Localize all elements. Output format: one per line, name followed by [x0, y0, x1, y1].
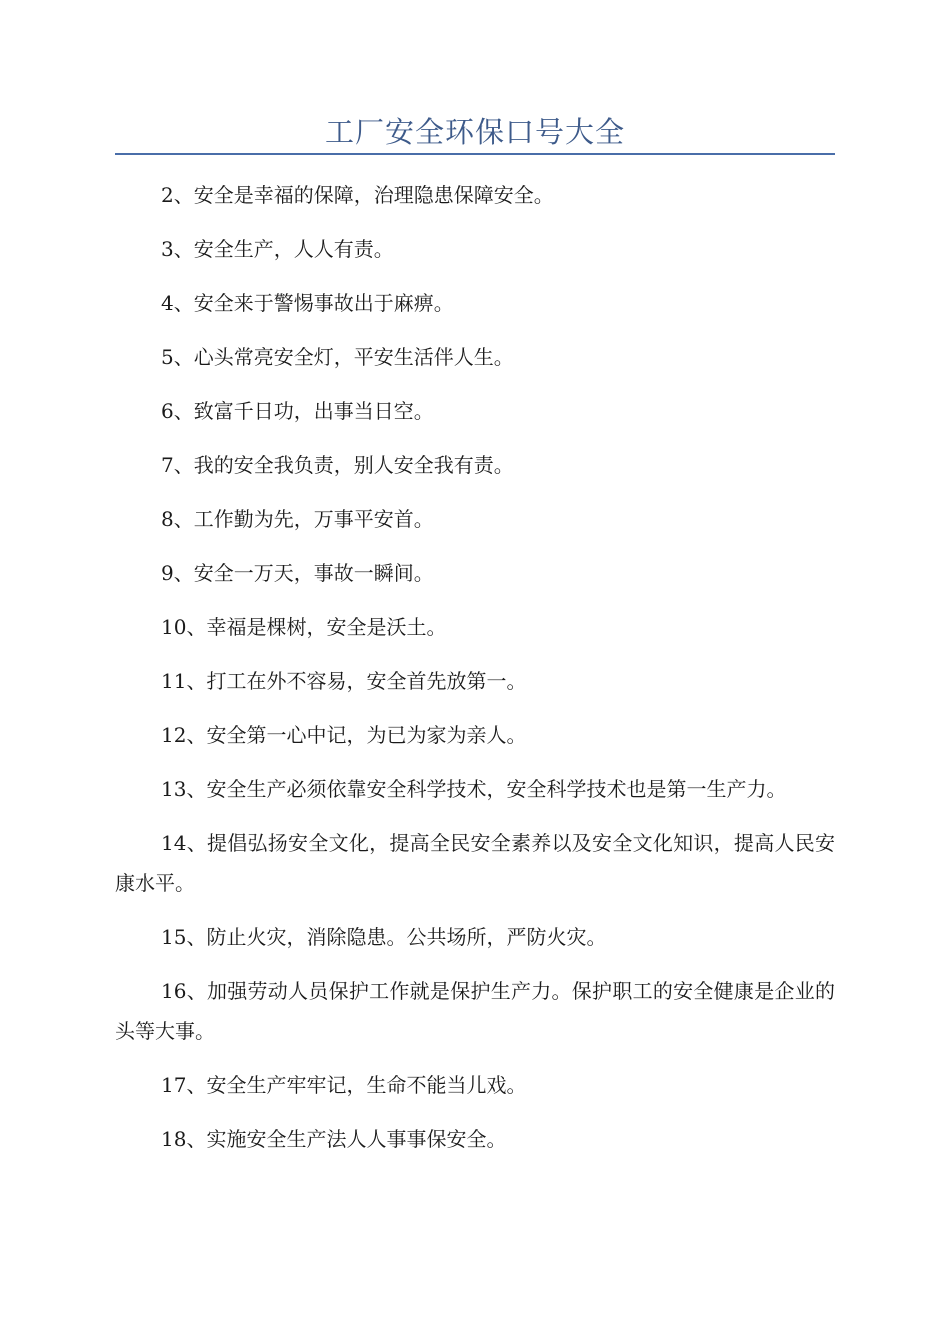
slogan-paragraph: 10、幸福是棵树，安全是沃土。	[161, 615, 447, 639]
slogan-paragraph: 7、我的安全我负责，别人安全我有责。	[161, 453, 514, 477]
slogan-paragraph: 5、心头常亮安全灯，平安生活伴人生。	[161, 345, 514, 369]
slogan-paragraph: 15、防止火灾，消除隐患。公共场所，严防火灾。	[161, 925, 607, 949]
slogan-paragraph: 6、致富千日功，出事当日空。	[161, 399, 434, 423]
slogan-paragraph: 3、安全生产，人人有责。	[161, 237, 394, 261]
slogan-paragraph: 16、加强劳动人员保护工作就是保护生产力。保护职工的安全健康是企业的头等大事。	[115, 979, 835, 1043]
slogan-paragraph: 12、安全第一心中记，为已为家为亲人。	[161, 723, 527, 747]
document-title: 工厂安全环保口号大全	[324, 115, 625, 149]
slogan-paragraph: 8、工作勤为先，万事平安首。	[161, 507, 434, 531]
slogan-paragraph: 18、实施安全生产法人人事事保安全。	[161, 1127, 507, 1151]
slogan-paragraph: 14、提倡弘扬安全文化，提高全民安全素养以及安全文化知识，提高人民安康水平。	[115, 831, 835, 895]
slogan-paragraph: 2、安全是幸福的保障，治理隐患保障安全。	[161, 183, 554, 207]
slogan-paragraph: 17、安全生产牢牢记，生命不能当儿戏。	[161, 1073, 527, 1097]
slogan-paragraph: 4、安全来于警惕事故出于麻痹。	[161, 291, 454, 315]
slogan-paragraph: 11、打工在外不容易，安全首先放第一。	[161, 669, 527, 693]
document-body	[115, 175, 835, 1173]
title-underline	[115, 153, 835, 155]
slogan-paragraph: 9、安全一万天，事故一瞬间。	[161, 561, 434, 585]
slogan-paragraph: 13、安全生产必须依靠安全科学技术，安全科学技术也是第一生产力。	[161, 777, 787, 801]
